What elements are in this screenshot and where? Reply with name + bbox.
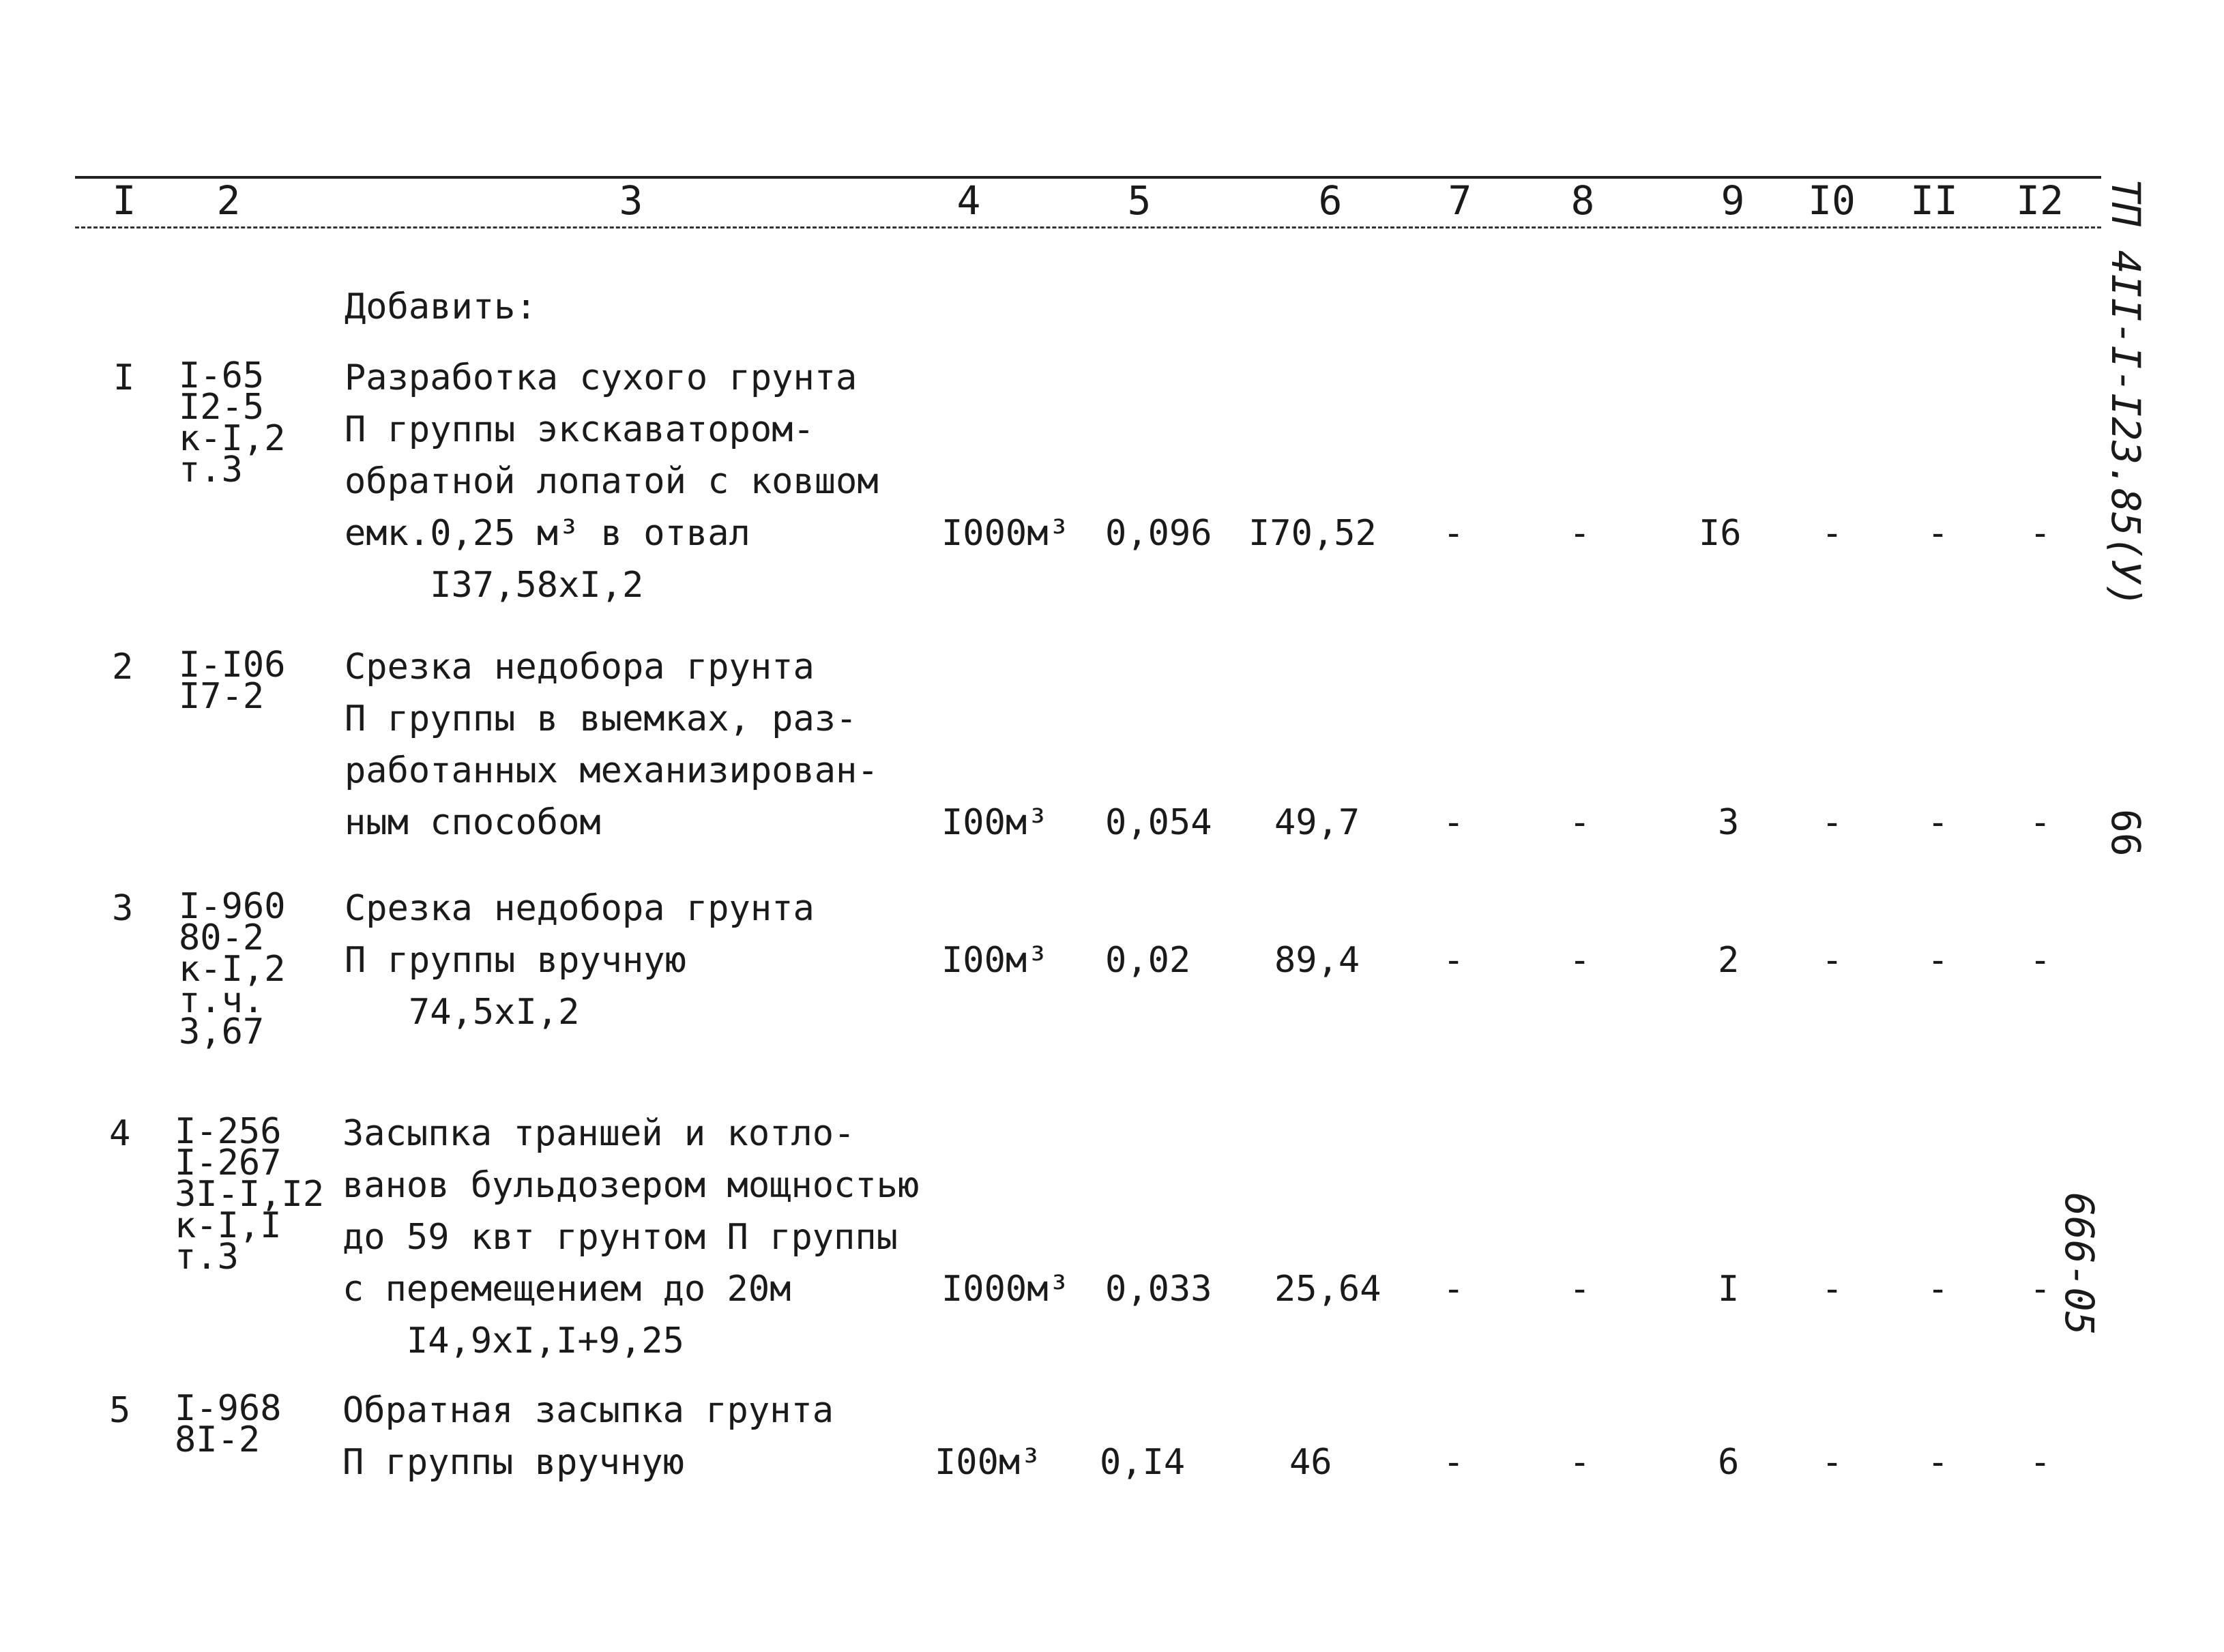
row-1-code: I2-5 xyxy=(179,387,265,428)
row-4-code: 3I-I,I2 xyxy=(175,1174,325,1215)
side-page-number: 66 xyxy=(2103,809,2149,857)
row-4-col-12: - xyxy=(2030,1269,2051,1310)
col-header-5: 5 xyxy=(1127,177,1152,224)
header-bottom-rule xyxy=(75,226,2101,228)
row-3-code: I-960 xyxy=(179,886,286,927)
row-1-col-10: - xyxy=(1821,513,1843,554)
row-3-number: 3 xyxy=(112,888,134,929)
row-2-col-11: - xyxy=(1927,802,1949,843)
row-4-desc-line: до 59 квт грунтом П группы xyxy=(342,1217,898,1258)
row-2-col-8: - xyxy=(1569,802,1591,843)
row-3-col-9: 2 xyxy=(1718,940,1740,981)
row-1-unit: I000м³ xyxy=(941,513,1070,554)
col-header-7: 7 xyxy=(1448,177,1472,224)
row-5-price: 46 xyxy=(1289,1442,1332,1483)
row-3-code: т.ч. xyxy=(179,980,265,1021)
row-3-code: 3,67 xyxy=(179,1012,265,1052)
row-4-desc-line: Засыпка траншей и котло- xyxy=(342,1113,855,1154)
row-3-desc-line: 74,5хI,2 xyxy=(345,992,580,1033)
row-2-code: I-I06 xyxy=(179,645,286,685)
row-1-desc-line: емк.0,25 м³ в отвал xyxy=(345,513,750,554)
row-1-desc-line: П группы экскаватором- xyxy=(345,409,815,450)
row-4-desc-line: ванов бульдозером мощностью xyxy=(342,1165,920,1206)
row-5-quantity: 0,I4 xyxy=(1100,1442,1186,1483)
col-header-1: I xyxy=(112,177,136,224)
row-2-quantity: 0,054 xyxy=(1105,802,1212,843)
row-2-desc-line: Срезка недобора грунта xyxy=(345,647,815,688)
row-1-col-12: - xyxy=(2030,513,2051,554)
row-1-number: I xyxy=(113,357,135,398)
row-4-code: I-267 xyxy=(175,1142,282,1183)
row-2-col-9: 3 xyxy=(1718,802,1740,843)
col-header-12: I2 xyxy=(2016,177,2064,224)
row-2-desc-line: ным способом xyxy=(345,802,601,843)
row-3-unit: I00м³ xyxy=(941,940,1049,981)
row-1-code: к-I,2 xyxy=(179,418,286,459)
row-3-price: 89,4 xyxy=(1274,940,1360,981)
row-5-desc-line: Обратная засыпка грунта xyxy=(342,1390,834,1431)
col-header-9: 9 xyxy=(1721,177,1745,224)
row-3-col-10: - xyxy=(1821,940,1843,981)
row-2-price: 49,7 xyxy=(1274,802,1360,843)
row-1-col-9: I6 xyxy=(1699,513,1742,554)
row-1-desc-line: I37,58хI,2 xyxy=(345,565,644,606)
row-4-price: 25,64 xyxy=(1274,1269,1381,1310)
row-1-col-8: - xyxy=(1569,513,1591,554)
row-1-desc-line: обратной лопатой с ковшом xyxy=(345,461,879,502)
intro-text: Добавить: xyxy=(345,286,537,327)
row-1-code: т.3 xyxy=(179,449,243,490)
row-4-col-8: - xyxy=(1569,1269,1591,1310)
side-project-code: ТП 4II-I-I23.85(У) xyxy=(2103,179,2149,608)
row-2-code: I7-2 xyxy=(179,676,265,717)
row-1-desc-line: Разработка сухого грунта xyxy=(345,357,858,398)
row-4-unit: I000м³ xyxy=(941,1269,1070,1310)
row-5-number: 5 xyxy=(109,1390,131,1431)
row-1-code: I-65 xyxy=(179,355,265,396)
col-header-10: I0 xyxy=(1808,177,1856,224)
row-4-quantity: 0,033 xyxy=(1105,1269,1212,1310)
row-3-desc-line: П группы вручную xyxy=(345,940,686,981)
side-doc-code: 666-05 xyxy=(2056,1192,2103,1336)
col-header-6: 6 xyxy=(1318,177,1343,224)
row-5-col-9: 6 xyxy=(1718,1442,1740,1483)
row-2-col-7: - xyxy=(1443,802,1465,843)
row-2-desc-line: П группы в выемках, раз- xyxy=(345,698,858,739)
row-3-code: 80-2 xyxy=(179,917,265,958)
row-3-col-12: - xyxy=(2030,940,2051,981)
row-4-desc-line: с перемещением до 20м xyxy=(342,1269,791,1310)
row-1-col-7: - xyxy=(1443,513,1465,554)
row-4-col-7: - xyxy=(1443,1269,1465,1310)
row-4-code: т.3 xyxy=(175,1237,239,1278)
row-4-col-10: - xyxy=(1821,1269,1843,1310)
row-4-number: 4 xyxy=(109,1113,131,1154)
row-2-col-10: - xyxy=(1821,802,1843,843)
row-2-number: 2 xyxy=(112,647,134,688)
row-5-col-10: - xyxy=(1821,1442,1843,1483)
row-2-col-12: - xyxy=(2030,802,2051,843)
row-5-code: 8I-2 xyxy=(175,1419,261,1460)
row-1-price: I70,52 xyxy=(1248,513,1377,554)
row-2-desc-line: работанных механизирован- xyxy=(345,750,879,791)
row-3-code: к-I,2 xyxy=(179,949,286,990)
row-3-desc-line: Срезка недобора грунта xyxy=(345,888,815,929)
col-header-3: 3 xyxy=(619,177,643,224)
row-5-unit: I00м³ xyxy=(935,1442,1042,1483)
row-1-col-11: - xyxy=(1927,513,1949,554)
row-5-col-8: - xyxy=(1569,1442,1591,1483)
col-header-8: 8 xyxy=(1570,177,1595,224)
row-5-col-7: - xyxy=(1443,1442,1465,1483)
row-2-unit: I00м³ xyxy=(941,802,1049,843)
col-header-4: 4 xyxy=(956,177,981,224)
col-header-11: II xyxy=(1910,177,1958,224)
row-5-code: I-968 xyxy=(175,1388,282,1429)
row-4-desc-line: I4,9хI,I+9,25 xyxy=(342,1321,684,1361)
row-4-col-9: I xyxy=(1718,1269,1740,1310)
row-4-col-11: - xyxy=(1927,1269,1949,1310)
row-5-col-11: - xyxy=(1927,1442,1949,1483)
row-3-col-8: - xyxy=(1569,940,1591,981)
row-5-desc-line: П группы вручную xyxy=(342,1442,684,1483)
row-3-col-7: - xyxy=(1443,940,1465,981)
row-3-quantity: 0,02 xyxy=(1105,940,1191,981)
row-1-quantity: 0,096 xyxy=(1105,513,1212,554)
row-4-code: к-I,I xyxy=(175,1205,282,1246)
row-5-col-12: - xyxy=(2030,1442,2051,1483)
row-3-col-11: - xyxy=(1927,940,1949,981)
row-4-code: I-256 xyxy=(175,1111,282,1152)
col-header-2: 2 xyxy=(216,177,241,224)
